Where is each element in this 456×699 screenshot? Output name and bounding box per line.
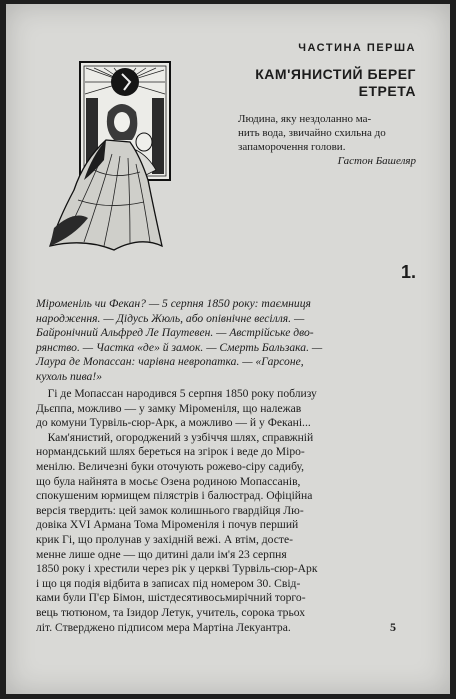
part-label: ЧАСТИНА ПЕРША: [298, 42, 416, 54]
body-line: нормандський шлях береться на згірок і веде до Міро-: [36, 445, 305, 459]
body-line: довіка XVI Армана Тома Міроменіля і почув перший: [36, 518, 299, 532]
book-page: [6, 4, 450, 694]
chapter-title: [206, 66, 416, 100]
body-line: до комуни Турвіль-сюр-Арк, а можливо — й у Фекані...: [36, 416, 311, 430]
body-line: ками були П'єр Бімон, шістдесятивосьмирічний торго-: [36, 591, 306, 605]
epigraph-line: нить вода, звичайно схильна до: [238, 127, 386, 139]
summary-line: Байронічний Альфред Ле Паутевен. — Австрійське дво-: [36, 326, 314, 340]
body-line: Гі де Мопассан народився 5 серпня 1850 року поблизу: [36, 387, 317, 400]
body-line: і що ця подія відбита в записах під номером 30. Свід-: [36, 576, 301, 590]
page-number: 5: [390, 620, 396, 634]
chapter-title-line: КАМ'ЯНИСТИЙ БЕРЕГ: [255, 66, 416, 82]
body-line: спокушеним юрмищем пілястрів і балюстрад. Офіційна: [36, 489, 313, 503]
summary-line: Лаура де Мопассан: чарівна невропатка. — «Гарсоне,: [36, 355, 304, 369]
body-line: що була найнята в мосьє Озена родиною Мопассанів,: [36, 474, 301, 488]
body-line: Кам'янистий, огороджений з узбіччя шлях, справжній: [36, 430, 314, 444]
body-line: версія твердить: цей замок колишнього гвардійця Лю-: [36, 503, 304, 517]
chapter-title-line: ЕТРЕТА: [358, 83, 416, 99]
body-line: Дьєппа, можливо — у замку Міроменіля, що належав: [36, 401, 302, 415]
epigraph-line: Людина, яку нездоланно ма-: [238, 113, 372, 125]
engraving-woman-with-child-icon: [44, 60, 174, 252]
epigraph: [238, 112, 416, 154]
body-text: [36, 387, 420, 635]
summary-line: Міроменіль чи Фекан? — 5 серпня 1850 року: таємниця: [36, 297, 311, 310]
epigraph-author: Гастон Башеляр: [337, 155, 416, 167]
body-line: літ. Стверджено підписом мера Мартіна Лекуантра.: [36, 620, 291, 634]
body-line: менне лише одне — що дитині дали ім'я 23 серпня: [36, 547, 287, 561]
body-line: менілю. Величезні буки оточують рожево-сіру садибу,: [36, 459, 305, 473]
chapter-number: 1.: [400, 262, 416, 282]
summary-line: кухоль пива!»: [36, 369, 103, 383]
body-line: 1850 року і хрестили через рік у церкві Турвіль-сюр-Арк: [36, 562, 318, 576]
summary-line: рянство. — Частка «де» й замок. — Смерть Бальзака. —: [36, 340, 323, 354]
epigraph-line: запаморочення голови.: [238, 141, 346, 153]
body-line: крик Гі, що пролунав у західній вежі. А втім, досте-: [36, 532, 293, 546]
chapter-summary: [36, 297, 420, 385]
summary-line: народження. — Дідусь Жюль, або опівнічне весілля. —: [36, 311, 305, 325]
body-line: вець тютюном, та Ізидор Летук, учитель, сорока трьох: [36, 605, 306, 619]
